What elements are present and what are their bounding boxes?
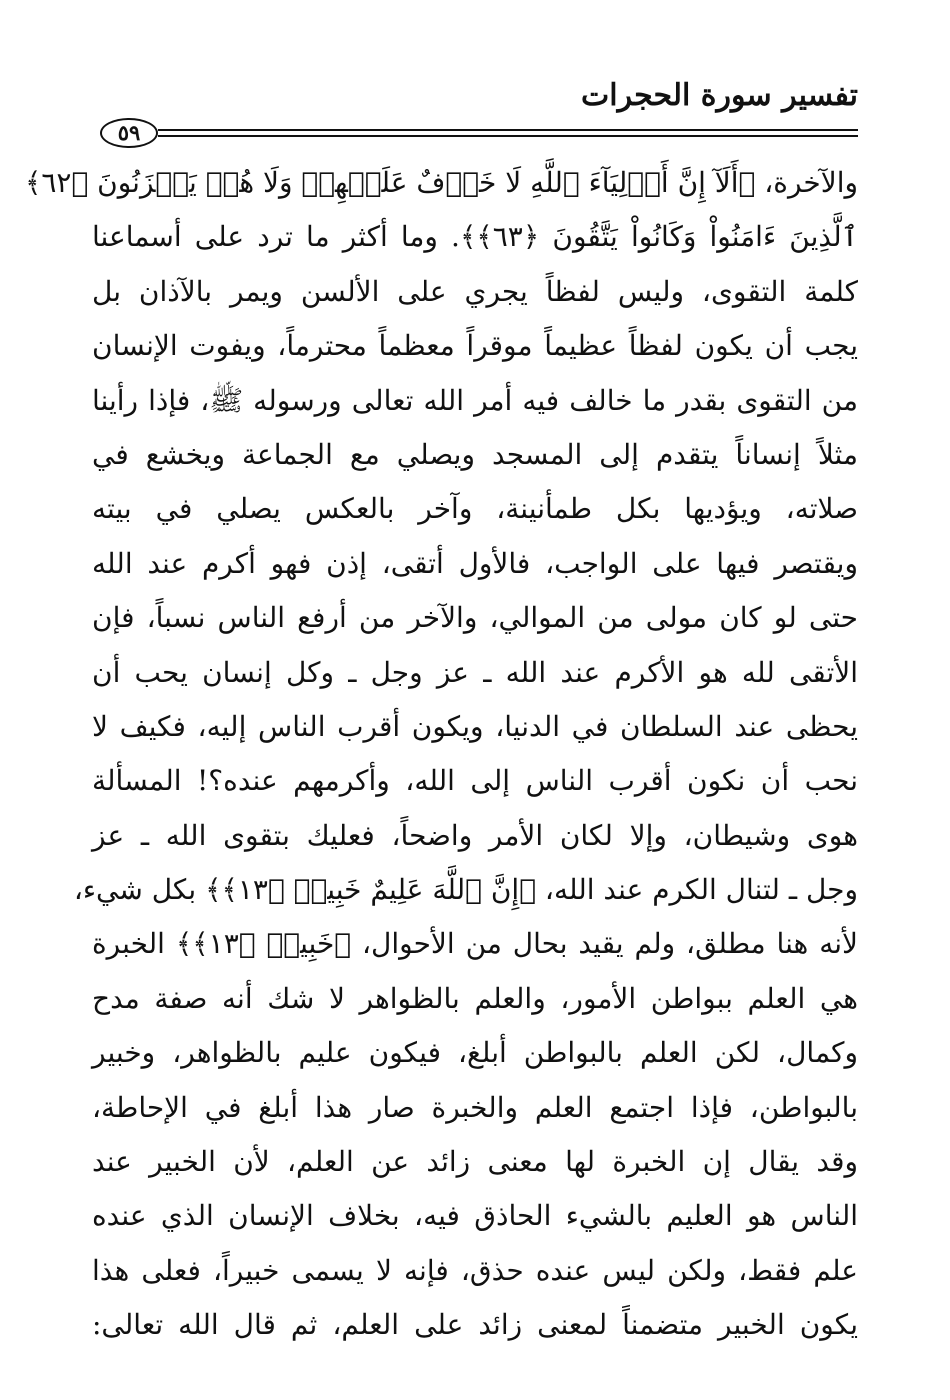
text-line: الناس هو العليم بالشيء الحاذق فيه، بخلاف الإنسان الذي عنده bbox=[92, 1199, 858, 1233]
text-line: هوى وشيطان، وإلا لكان الأمر واضحاً، فعليك بتقوى الله ـ عز bbox=[92, 818, 858, 852]
text-line: مثلاً إنساناً يتقدم إلى المسجد ويصلي مع الجماعة ويخشع في bbox=[92, 437, 858, 471]
text-line: الأتقى لله هو الأكرم عند الله ـ عز وجل ـ وكل إنسان يحب أن bbox=[92, 655, 858, 689]
text-line: نحب أن نكون أقرب الناس إلى الله، وأكرمهم عنده؟! المسألة bbox=[92, 764, 858, 798]
text-line: بالبواطن، فإذا اجتمع العلم والخبرة صار هذا أبلغ في الإحاطة، bbox=[92, 1090, 858, 1124]
text-line: حتى لو كان مولى من الموالي، والآخر من أرفع الناس نسباً، فإن bbox=[92, 601, 858, 635]
text-line: والآخرة، ﴿أَلَآ إِنَّ أَوۡلِيَآءَ ٱللَّهِ لَا خَوۡفٌ عَلَيۡهِمۡ وَلَا هُمۡ يَحۡزَنُونَ ﴿٦٢﴾ bbox=[24, 166, 858, 199]
text-line: ويقتصر فيها على الواجب، فالأول أتقى، إذن فهو أكرم عند الله bbox=[92, 546, 858, 580]
body-text bbox=[24, 156, 859, 1353]
text-line: علم فقط، ولكن ليس عنده حذق، فإنه لا يسمى خبيراً، فعلى هذا bbox=[92, 1253, 858, 1287]
text-line: يحظى عند السلطان في الدنيا، ويكون أقرب الناس إليه، فكيف لا bbox=[92, 709, 858, 743]
text-line: صلاته، ويؤديها بكل طمأنينة، وآخر بالعكس يصلي في بيته bbox=[92, 492, 858, 526]
text-line: يكون الخبير متضمناً لمعنى زائد على العلم، ثم قال الله تعالى: bbox=[92, 1308, 858, 1342]
page-number: ٥٩ bbox=[100, 118, 158, 148]
text-line: كلمة التقوى، وليس لفظاً يجري على الألسن ويمر بالآذان بل bbox=[92, 274, 858, 308]
running-header-title: تفسير سورة الحجرات bbox=[581, 78, 858, 113]
header-rule bbox=[100, 118, 858, 152]
text-line: وقد يقال إن الخبرة لها معنى زائد عن العلم، لأن الخبير عند bbox=[92, 1145, 858, 1179]
text-line: وجل ـ لتنال الكرم عند الله، ﴿إِنَّ ٱللَّهَ عَلِيمٌ خَبِيرٞ ﴿١٣﴾﴾ بكل شيء، bbox=[73, 873, 858, 907]
text-line: يجب أن يكون لفظاً عظيماً موقراً معظماً محترماً، ويفوت الإنسان bbox=[92, 329, 858, 363]
text-line: ٱلَّذِينَ ءَامَنُواْ وَكَانُواْ يَتَّقُونَ ﴿٦٣﴾﴾. وما أكثر ما ترد على أسماعنا bbox=[92, 220, 859, 254]
header-rule-line-bottom bbox=[158, 135, 858, 137]
header-rule-line-top bbox=[158, 129, 858, 131]
text-line: من التقوى بقدر ما خالف فيه أمر الله تعالى ورسوله ﷺ، فإذا رأينا bbox=[92, 383, 858, 417]
text-line: لأنه هنا مطلق، ولم يقيد بحال من الأحوال، ﴿خَبِيرٞ ﴿١٣﴾﴾ الخبرة bbox=[92, 927, 858, 961]
text-line: وكمال، لكن العلم بالبواطن أبلغ، فيكون عليم بالظواهر، وخبير bbox=[92, 1036, 858, 1070]
text-line: هي العلم ببواطن الأمور، والعلم بالظواهر لا شك أنه صفة مدح bbox=[92, 981, 858, 1015]
